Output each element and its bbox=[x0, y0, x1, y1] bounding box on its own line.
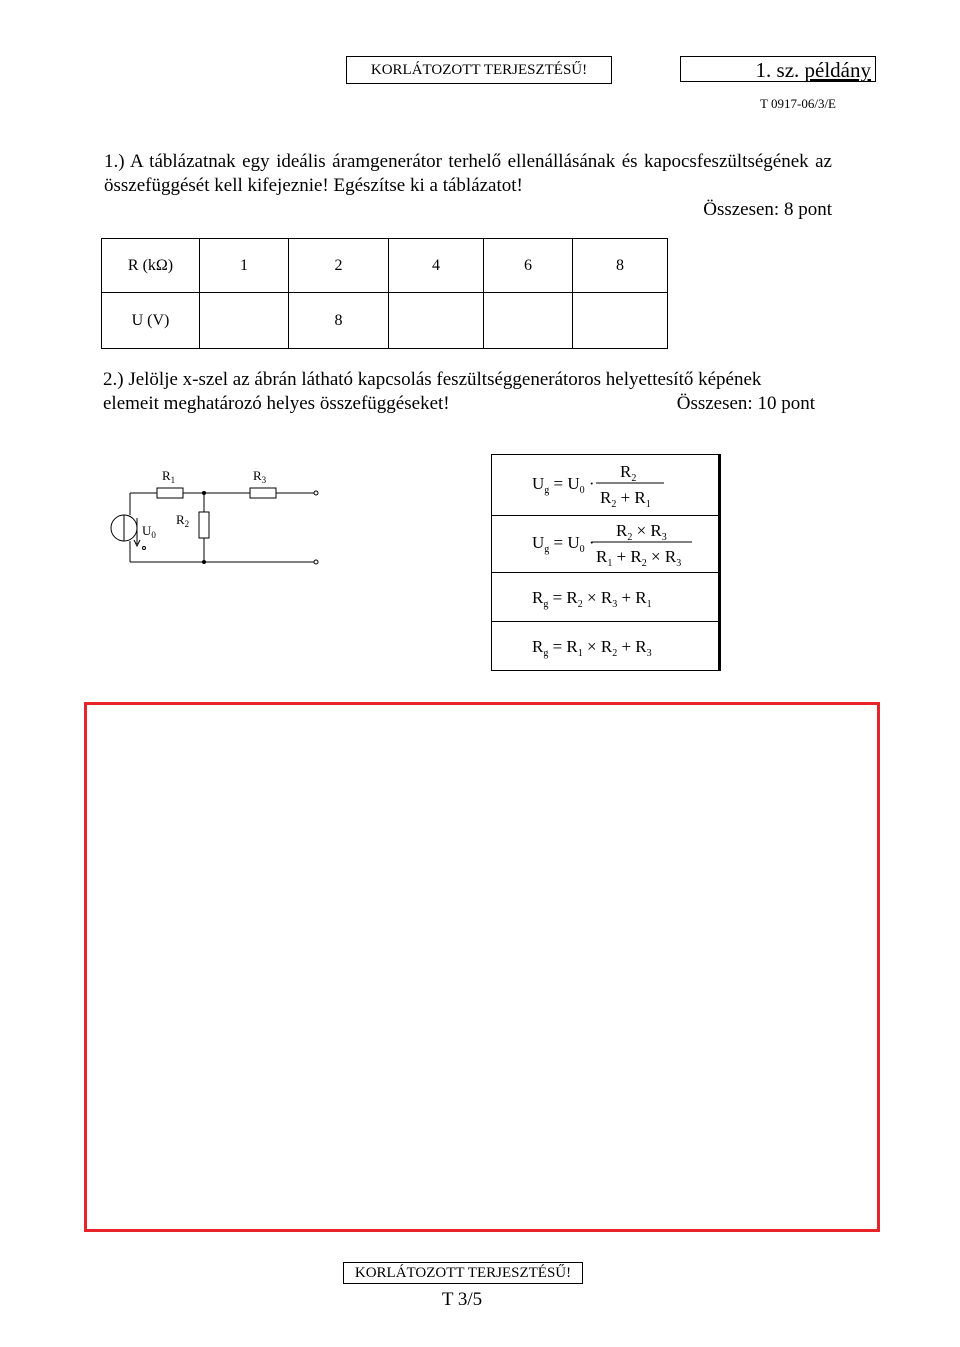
table-input-cell[interactable] bbox=[573, 293, 668, 349]
resistor-r1 bbox=[157, 488, 183, 498]
formula-rg-2 bbox=[492, 622, 712, 670]
question-2-line-2: elemeit meghatározó helyes összefüggéseket! bbox=[103, 393, 450, 414]
resistor-r2 bbox=[199, 512, 209, 538]
question-2-line-1: 2.) Jelölje x-szel az ábrán látható kapcsolás feszültséggenerátoros helyettesítő képének bbox=[103, 369, 762, 390]
answer-area[interactable] bbox=[84, 702, 880, 1232]
document-code: T 0917-06/3/E bbox=[760, 96, 836, 111]
table-cell: R (kΩ) bbox=[102, 239, 200, 293]
restriction-header-box bbox=[346, 56, 612, 84]
table-cell: 4 bbox=[389, 239, 484, 293]
question-1-text: 1.) A táblázatnak egy ideális áramgenerátor terhelő ellenállásának és kapocsfeszültségének az összefüggését kell kifejeznie! Egészítse ki a táblázatot! bbox=[104, 151, 832, 196]
answer-options-box bbox=[491, 454, 721, 671]
table-row-voltage bbox=[102, 293, 668, 349]
label-r3: $R_3$ bbox=[253, 468, 267, 485]
question-2-points: Összesen: 10 pont bbox=[676, 393, 815, 414]
svg-text:Ug = U0 ·: $U_g = U_0$ · bbox=[532, 533, 595, 555]
table-cell: 6 bbox=[484, 239, 573, 293]
table-input-cell[interactable] bbox=[389, 293, 484, 349]
circuit-diagram bbox=[110, 460, 330, 570]
svg-text:R2 × R3: $R_2 \times R_3$ bbox=[616, 521, 667, 543]
resistance-voltage-table bbox=[101, 238, 668, 349]
formula-ug-1 bbox=[492, 455, 712, 515]
label-u0: $U_0$ bbox=[142, 523, 156, 540]
svg-text:Rg = R1 × R2 + R3: $R_g = R_1 \times R_2 + R_3$ bbox=[532, 637, 652, 659]
page-number: T 3/5 bbox=[441, 1289, 483, 1310]
option-1[interactable] bbox=[492, 455, 718, 516]
copy-number-prefix: 1. sz. bbox=[755, 58, 805, 82]
resistor-r3 bbox=[250, 488, 276, 498]
table-cell: 8 bbox=[289, 293, 389, 349]
table-cell: U (V) bbox=[102, 293, 200, 349]
formula-rg-1 bbox=[492, 573, 712, 621]
table-cell: 1 bbox=[200, 239, 289, 293]
svg-text:R1 + R2 × R3: $R_1 + R_2 \times R_3$ bbox=[596, 547, 682, 569]
svg-text:Rg = R2 × R3 + R1: $R_g = R_2 \times R_3 + R_1$ bbox=[532, 588, 652, 610]
question-1-points: Összesen: 8 pont bbox=[703, 199, 832, 220]
svg-text:R2 + R1: $R_2 + R_1$ bbox=[600, 488, 651, 510]
option-4[interactable] bbox=[492, 622, 718, 670]
table-cell: 8 bbox=[573, 239, 668, 293]
table-input-cell[interactable] bbox=[200, 293, 289, 349]
restriction-footer-box bbox=[343, 1262, 583, 1284]
option-2[interactable] bbox=[492, 516, 718, 573]
formula-ug-2 bbox=[492, 516, 712, 572]
svg-text:R2: $R_2$ bbox=[620, 462, 637, 484]
table-cell: 2 bbox=[289, 239, 389, 293]
question-2 bbox=[103, 368, 831, 416]
restriction-header-text: KORLÁTOZOTT TERJESZTÉSŰ! bbox=[370, 62, 588, 78]
copy-number-box bbox=[680, 56, 876, 82]
restriction-footer-text: KORLÁTOZOTT TERJESZTÉSŰ! bbox=[354, 1265, 572, 1281]
table-row-resistance bbox=[102, 239, 668, 293]
option-3[interactable] bbox=[492, 573, 718, 622]
question-1 bbox=[104, 150, 832, 222]
table-input-cell[interactable] bbox=[484, 293, 573, 349]
label-r2: $R_2$ bbox=[176, 512, 190, 529]
copy-number-word: példány bbox=[804, 58, 871, 82]
svg-text:Ug = U0 ·: $U_g = U_0$ · bbox=[532, 474, 595, 496]
label-r1: $R_1$ bbox=[162, 468, 176, 485]
